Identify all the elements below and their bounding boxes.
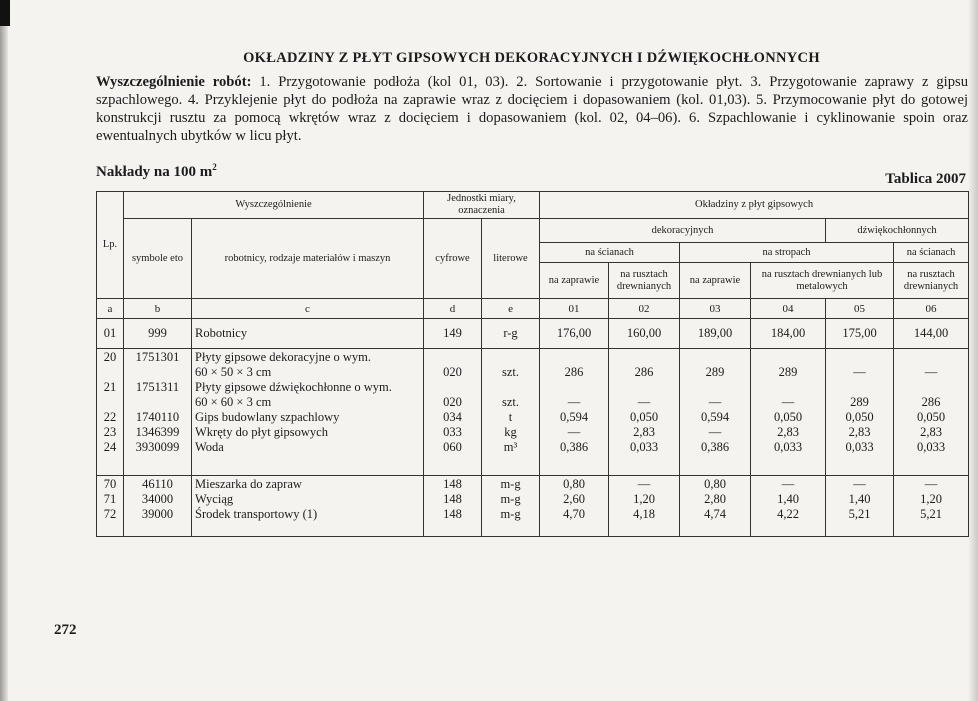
cell-line: 1740110	[135, 410, 180, 424]
header-dekoracyjnych: dekoracyjnych	[540, 219, 826, 243]
table-row	[97, 319, 969, 349]
cell-line: 5,21	[920, 507, 942, 521]
header-dzwiekochlonnych: dźwiękochłonnych	[826, 219, 969, 243]
cell-line: 4,74	[704, 507, 726, 521]
cell-line: szt.	[502, 365, 520, 379]
work-description	[96, 73, 968, 145]
cell-line: 1,40	[777, 492, 799, 506]
cell-line: 1751311	[135, 380, 180, 394]
cell-line: m³	[503, 440, 518, 454]
index-cell: 04	[751, 299, 826, 319]
cell-line	[485, 350, 536, 365]
header-okladziny: Okładziny z płyt gipsowych	[540, 192, 969, 219]
cell-line: 60 × 60 × 3 cm	[195, 395, 272, 409]
cell-line: 22	[103, 410, 117, 424]
cell-line	[543, 350, 605, 365]
cell-line: m-g	[500, 507, 521, 521]
cell-line	[829, 350, 890, 365]
cell-line: Gips budowlany szpachlowy	[195, 410, 340, 424]
cell-line: Mieszarka do zapraw	[195, 477, 302, 491]
cell-line: 0,050	[845, 410, 874, 424]
cell-line: 2,83	[920, 425, 942, 439]
cell-line: 286	[921, 395, 941, 409]
cell-line: Wkręty do płyt gipsowych	[195, 425, 328, 439]
cell-line: 71	[103, 492, 117, 506]
index-cell: 06	[894, 299, 969, 319]
index-cell: 05	[826, 299, 894, 319]
cell-line: —	[708, 395, 722, 409]
cell-line: 0,386	[559, 440, 589, 454]
cell-line	[612, 350, 676, 365]
equipment-c01-col	[540, 476, 609, 537]
cell-line: Płyty gipsowe dźwiękochłonne o wym.	[195, 380, 392, 394]
cell-line: 020	[443, 395, 462, 409]
table-number: Tablica 2007	[885, 171, 966, 187]
cell-line: 24	[103, 440, 117, 454]
cell-line: 1346399	[135, 425, 180, 439]
cell-line: 0,050	[773, 410, 803, 424]
row-cyfrowe: 149	[424, 319, 482, 349]
cell-line	[829, 380, 890, 395]
materials-cyfrowe-col	[424, 349, 482, 476]
cell-line	[612, 380, 676, 395]
cell-line: Woda	[195, 440, 224, 454]
cell-line: 39000	[141, 507, 174, 521]
cell-line	[427, 380, 478, 395]
page-number: 272	[54, 622, 77, 638]
header-na-scianach-2: na ścianach	[894, 243, 969, 263]
header-na-rusztach-drewn-metal: na rusztach drewnianych lub metalowych	[751, 263, 894, 299]
cell-line: 1751301	[135, 350, 180, 364]
row-value: 175,00	[826, 319, 894, 349]
materials-c06-col	[894, 349, 969, 476]
row-symbol: 999	[124, 319, 192, 349]
cell-line: Płyty gipsowe dekoracyjne o wym.	[195, 350, 372, 364]
materials-literowe-col	[482, 349, 540, 476]
page-title: OKŁADZINY Z PŁYT GIPSOWYCH DEKORACYJNYCH I DŹWIĘKOCHŁONNYCH	[243, 50, 820, 66]
index-cell: 01	[540, 299, 609, 319]
cell-line: 1,20	[633, 492, 655, 506]
cell-line	[127, 395, 188, 410]
cell-line: 033	[443, 425, 462, 439]
cell-line: 0,033	[629, 440, 659, 454]
cell-line: 34000	[141, 492, 174, 506]
header-wyszczegolnienie: Wyszczególnienie	[124, 192, 424, 219]
description-text: 1. Przygotowanie podłoża (kol 01, 03). 2. Sortowanie i przygotowanie płyt. 3. Przygotowanie zaprawy z gipsu szpachlowego. 4. Przyklejenie płyt do podłoża na zaprawie wraz z docięciem i dopasowaniem (kol. 01,03). 5. Przymocowanie płyt do gotowej konstrukcji rusztu za pomocą wkrętów wraz z docięciem i dopasowaniem (kol. 02, 04–06). 6. Szpachlowanie i cyklinowanie spoin oraz ewentualnych ubytków w licu płyt.	[96, 74, 968, 144]
cell-line: 1,40	[848, 492, 871, 506]
cell-line: 289	[850, 395, 869, 409]
cell-line: t	[508, 410, 513, 424]
header-na-rusztach-drewnianych-1: na rusztach drewnianych	[609, 263, 680, 299]
equipment-c04-col	[751, 476, 826, 537]
header-na-zaprawie-2: na zaprawie	[680, 263, 751, 299]
cell-line	[543, 380, 605, 395]
cell-line: Wyciąg	[195, 492, 234, 506]
cell-line	[485, 380, 536, 395]
cell-line	[100, 365, 120, 380]
equipment-cyfrowe-col	[424, 476, 482, 537]
materials-lp-col	[97, 349, 124, 476]
cell-line: 148	[443, 507, 462, 521]
cell-line: 0,050	[629, 410, 659, 424]
cell-line: —	[924, 365, 938, 379]
header-jednostki: Jednostki miary, oznaczenia	[424, 192, 540, 219]
cell-line: 0,033	[916, 440, 946, 454]
cell-line: —	[567, 395, 581, 409]
page-edge-shadow	[968, 0, 978, 701]
index-row	[97, 299, 969, 319]
row-literowe: r-g	[482, 319, 540, 349]
inputs-label-exponent: 2	[212, 162, 217, 172]
cell-line: —	[853, 477, 866, 491]
cell-line	[127, 365, 188, 380]
materials-name-col	[192, 349, 424, 476]
cell-line: 20	[103, 350, 117, 364]
cell-line: 1,20	[920, 492, 942, 506]
materials-symbol-col	[124, 349, 192, 476]
row-name: Robotnicy	[192, 319, 424, 349]
cell-line	[754, 350, 822, 365]
materials-c03-col	[680, 349, 751, 476]
header-robotnicy-rodzaje: robotnicy, rodzaje materiałów i maszyn	[192, 219, 424, 299]
header-na-rusztach-drewnianych-2: na rusztach drewnianych	[894, 263, 969, 299]
cell-line: szt.	[502, 395, 520, 409]
equipment-c06-col	[894, 476, 969, 537]
index-cell: a	[97, 299, 124, 319]
row-value: 160,00	[609, 319, 680, 349]
cell-line: 0,033	[845, 440, 874, 454]
cell-line: 23	[103, 425, 117, 439]
cell-line: 60 × 50 × 3 cm	[195, 365, 272, 379]
norms-table	[96, 191, 969, 537]
cell-line: 4,18	[633, 507, 655, 521]
index-cell: 03	[680, 299, 751, 319]
cell-line: 2,83	[633, 425, 655, 439]
index-cell: b	[124, 299, 192, 319]
inputs-label-text: Nakłady na 100 m	[96, 164, 213, 180]
cell-line: 0,80	[563, 477, 585, 491]
equipment-name-col	[192, 476, 424, 537]
corner-mark	[0, 0, 10, 26]
cell-line: 020	[443, 365, 462, 379]
equipment-c03-col	[680, 476, 751, 537]
equipment-c05-col	[826, 476, 894, 537]
equipment-literowe-col	[482, 476, 540, 537]
cell-line: kg	[504, 425, 517, 439]
index-cell: d	[424, 299, 482, 319]
cell-line: 286	[564, 365, 584, 379]
header-cyfrowe: cyfrowe	[424, 219, 482, 299]
header-literowe: literowe	[482, 219, 540, 299]
inputs-label	[96, 162, 217, 181]
equipment-block	[97, 476, 969, 537]
cell-line: 0,80	[704, 477, 726, 491]
cell-line: 060	[443, 440, 462, 454]
materials-block	[97, 349, 969, 476]
cell-line: 46110	[142, 477, 173, 491]
page-binding-shadow	[0, 0, 8, 701]
cell-line	[100, 395, 120, 410]
cell-line: 0,033	[773, 440, 803, 454]
cell-line: —	[781, 477, 795, 491]
row-lp: 01	[97, 319, 124, 349]
cell-line: 3930099	[135, 440, 180, 454]
materials-c04-col	[751, 349, 826, 476]
cell-line: 034	[443, 410, 462, 424]
cell-line: 289	[778, 365, 798, 379]
equipment-lp-col	[97, 476, 124, 537]
equipment-symbol-col	[124, 476, 192, 537]
description-lead: Wyszczególnienie robót:	[96, 74, 252, 90]
cell-line: 148	[443, 492, 462, 506]
cell-line: m-g	[500, 492, 521, 506]
header-na-stropach: na stropach	[680, 243, 894, 263]
cell-line: 0,050	[916, 410, 946, 424]
cell-line: —	[781, 395, 795, 409]
cell-line: 148	[443, 477, 462, 491]
cell-line: 289	[705, 365, 725, 379]
cell-line: —	[708, 425, 722, 439]
index-cell: c	[192, 299, 424, 319]
cell-line: —	[567, 425, 581, 439]
header-lp: Lp.	[97, 192, 124, 299]
cell-line: 2,83	[777, 425, 799, 439]
cell-line: 72	[103, 507, 117, 521]
header-symbole: symbole eto	[124, 219, 192, 299]
cell-line: 5,21	[848, 507, 871, 521]
row-value: 184,00	[751, 319, 826, 349]
cell-line: —	[637, 395, 651, 409]
cell-line: m-g	[500, 477, 521, 491]
materials-c02-col	[609, 349, 680, 476]
cell-line	[897, 380, 965, 395]
cell-line: 2,60	[563, 492, 585, 506]
cell-line: Środek transportowy (1)	[195, 507, 318, 521]
cell-line: 286	[634, 365, 654, 379]
row-value: 189,00	[680, 319, 751, 349]
cell-line: 0,386	[700, 440, 730, 454]
header-na-zaprawie-1: na zaprawie	[540, 263, 609, 299]
cell-line: 0,594	[559, 410, 589, 424]
cell-line	[897, 350, 965, 365]
cell-line: 0,594	[700, 410, 730, 424]
cell-line	[683, 380, 747, 395]
index-cell: e	[482, 299, 540, 319]
cell-line: 70	[103, 477, 117, 491]
cell-line	[427, 350, 478, 365]
cell-line: 2,83	[848, 425, 871, 439]
cell-line: 21	[103, 380, 117, 394]
cell-line: —	[924, 477, 938, 491]
cell-line	[683, 350, 747, 365]
row-value: 176,00	[540, 319, 609, 349]
materials-c05-col	[826, 349, 894, 476]
cell-line: 4,70	[563, 507, 585, 521]
row-value: 144,00	[894, 319, 969, 349]
cell-line: 2,80	[704, 492, 726, 506]
equipment-c02-col	[609, 476, 680, 537]
cell-line: —	[637, 477, 651, 491]
header-na-scianach: na ścianach	[540, 243, 680, 263]
cell-line	[754, 380, 822, 395]
cell-line: 4,22	[777, 507, 799, 521]
index-cell: 02	[609, 299, 680, 319]
cell-line: —	[853, 365, 866, 379]
materials-c01-col	[540, 349, 609, 476]
